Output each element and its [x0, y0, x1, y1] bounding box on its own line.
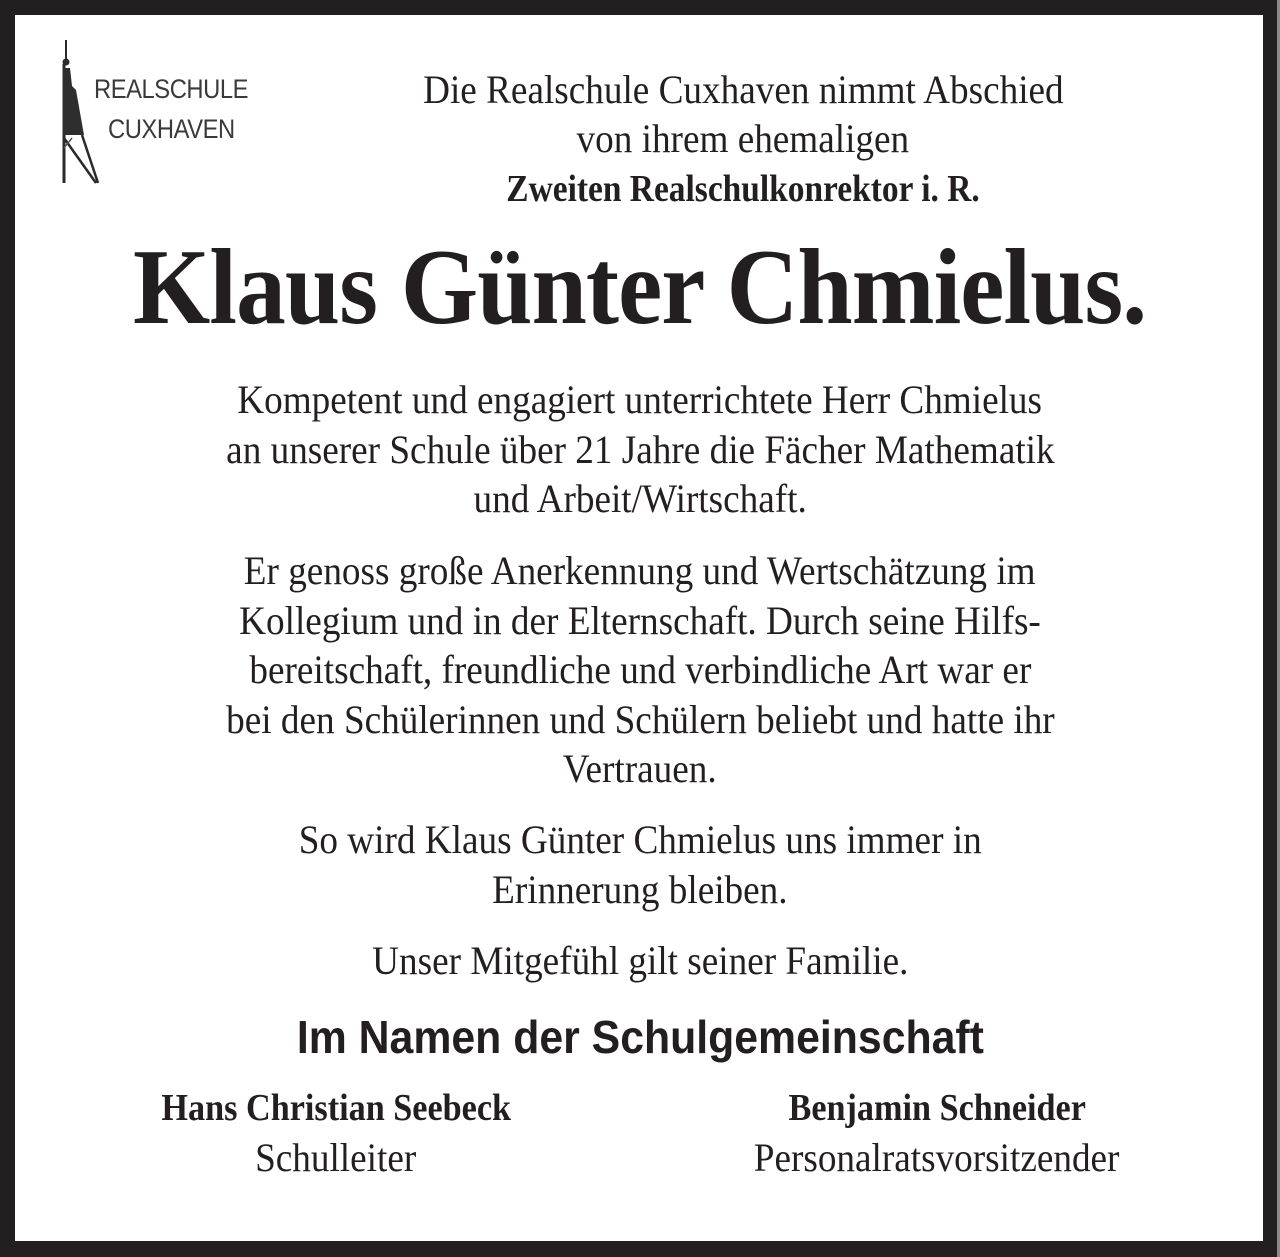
- logo-text-line1: REALSCHULE: [94, 74, 249, 104]
- paragraph-2-line-3: bereitschaft, freundliche und verbindliche Art war er: [249, 647, 1031, 692]
- paragraph-1-line-2: an unserer Schule über 21 Jahre die Fächer Mathematik: [225, 427, 1055, 472]
- signatory-2-role: Personalratsvorsitzender: [754, 1135, 1120, 1180]
- deceased-name: Klaus Günter Chmielus.: [133, 228, 1147, 347]
- header-line-2: von ihrem ehemaligen: [576, 116, 910, 161]
- signatory-2-name: Benjamin Schneider: [788, 1087, 1086, 1129]
- signatory-1-name: Hans Christian Seebeck: [161, 1087, 511, 1129]
- paragraph-1-line-3: und Arbeit/Wirtschaft.: [473, 476, 807, 521]
- signatory-2: [657, 1083, 1217, 1183]
- header-line-1: Die Realschule Cuxhaven nimmt Abschied: [422, 67, 1064, 112]
- header-position: Zweiten Realschulkonrektor i. R.: [506, 168, 980, 210]
- paragraph-3-line-1: So wird Klaus Günter Chmielus uns immer in: [298, 817, 982, 862]
- lighthouse-tower-icon: [58, 38, 108, 186]
- logo-text-line2: CUXHAVEN: [108, 114, 235, 144]
- signatory-1-role: Schulleiter: [255, 1135, 417, 1180]
- paragraph-3-line-2: Erinnerung bleiben.: [492, 867, 788, 912]
- paragraph-2-line-1: Er genoss große Anerkennung und Wertschätzung im: [244, 548, 1036, 593]
- paragraph-2-line-2: Kollegium und in der Elternschaft. Durch seine Hilfs-: [239, 598, 1041, 643]
- signatory-1: [56, 1083, 616, 1183]
- paragraph-4-line-1: Unser Mitgefühl gilt seiner Familie.: [371, 938, 909, 983]
- paragraph-2-line-4: bei den Schülerinnen und Schülern beliebt und hatte ihr: [225, 697, 1055, 742]
- signature-heading: Im Namen der Schulgemeinschaft: [296, 1011, 984, 1063]
- paragraph-1-line-1: Kompetent und engagiert unterrichtete Herr Chmielus: [237, 377, 1043, 422]
- paragraph-2-line-5: Vertrauen.: [563, 746, 717, 791]
